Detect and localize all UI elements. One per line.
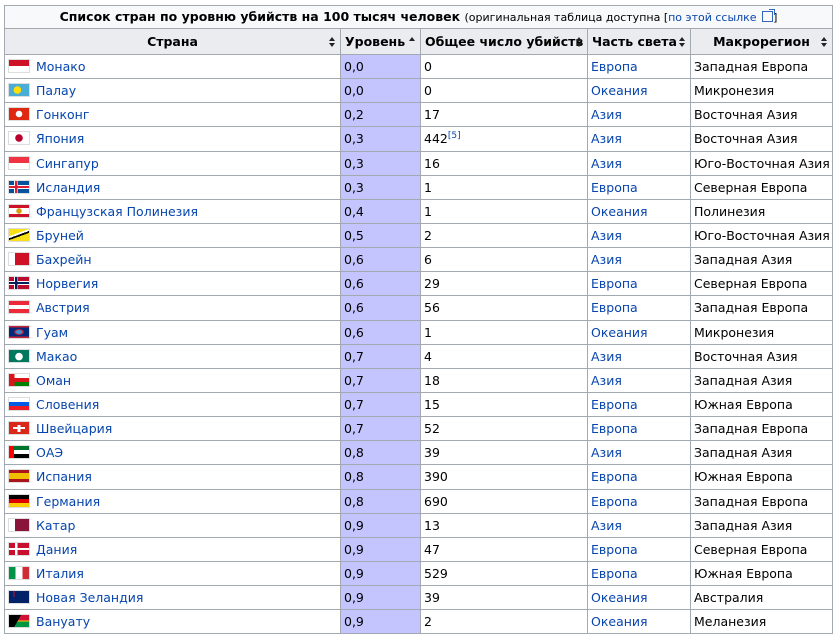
continent-link[interactable]: Океания bbox=[591, 203, 648, 219]
total-value: 6 bbox=[424, 252, 432, 268]
table-row bbox=[5, 103, 833, 127]
flag-icon bbox=[8, 469, 30, 483]
continent-cell bbox=[588, 199, 691, 223]
flag-icon bbox=[8, 349, 30, 363]
total-cell bbox=[421, 151, 588, 175]
total-cell bbox=[421, 127, 588, 151]
continent-cell bbox=[588, 175, 691, 199]
continent-link[interactable]: Азия bbox=[591, 107, 622, 123]
country-link[interactable]: Гуам bbox=[36, 324, 69, 340]
country-cell bbox=[5, 320, 341, 344]
country-cell bbox=[5, 199, 341, 223]
table-body bbox=[5, 55, 833, 634]
continent-link[interactable]: Европа bbox=[591, 469, 638, 485]
region-cell: Северная Европа bbox=[691, 537, 833, 561]
total-value: 2 bbox=[424, 614, 432, 630]
total-cell bbox=[421, 320, 588, 344]
total-value: 16 bbox=[424, 155, 440, 171]
continent-link[interactable]: Европа bbox=[591, 179, 638, 195]
continent-link[interactable]: Европа bbox=[591, 300, 638, 316]
country-link[interactable]: Исландия bbox=[36, 179, 101, 195]
region-cell: Западная Европа bbox=[691, 417, 833, 441]
caption-note-prefix: (оригинальная таблица доступна [ bbox=[464, 11, 669, 24]
country-cell bbox=[5, 368, 341, 392]
country-cell bbox=[5, 55, 341, 79]
level-cell: 0,6 bbox=[341, 296, 421, 320]
country-link[interactable]: Гонконг bbox=[36, 107, 90, 123]
murder-rate-table bbox=[4, 5, 833, 634]
table-row bbox=[5, 248, 833, 272]
level-cell: 0,9 bbox=[341, 610, 421, 634]
level-cell: 0,8 bbox=[341, 465, 421, 489]
level-cell: 0,5 bbox=[341, 223, 421, 247]
continent-link[interactable]: Европа bbox=[591, 541, 638, 557]
country-link[interactable]: Словения bbox=[36, 397, 100, 413]
continent-link[interactable]: Океания bbox=[591, 614, 648, 630]
country-cell bbox=[5, 103, 341, 127]
country-cell bbox=[5, 513, 341, 537]
level-cell: 0,8 bbox=[341, 441, 421, 465]
table-row bbox=[5, 561, 833, 585]
region-cell: Южная Европа bbox=[691, 392, 833, 416]
continent-cell bbox=[588, 610, 691, 634]
table-row bbox=[5, 513, 833, 537]
table-row bbox=[5, 151, 833, 175]
flag-icon bbox=[8, 494, 30, 508]
total-cell bbox=[421, 55, 588, 79]
level-cell: 0,0 bbox=[341, 55, 421, 79]
continent-link[interactable]: Океания bbox=[591, 83, 648, 99]
level-cell: 0,7 bbox=[341, 417, 421, 441]
flag-icon bbox=[8, 156, 30, 170]
total-value: 2 bbox=[424, 228, 432, 244]
total-value: 39 bbox=[424, 445, 440, 461]
region-cell: Восточная Азия bbox=[691, 344, 833, 368]
continent-link[interactable]: Азия bbox=[591, 517, 622, 533]
table-row bbox=[5, 537, 833, 561]
region-cell: Западная Европа bbox=[691, 296, 833, 320]
continent-link[interactable]: Европа bbox=[591, 493, 638, 509]
country-cell bbox=[5, 417, 341, 441]
total-value: 390 bbox=[424, 469, 448, 485]
table-row bbox=[5, 296, 833, 320]
continent-cell bbox=[588, 368, 691, 392]
country-cell bbox=[5, 79, 341, 103]
region-cell: Полинезия bbox=[691, 199, 833, 223]
sort-ascending-icon[interactable] bbox=[409, 37, 415, 47]
table-row bbox=[5, 223, 833, 247]
sort-icon[interactable] bbox=[576, 37, 582, 47]
column-header-region[interactable] bbox=[691, 29, 833, 55]
continent-link[interactable]: Океания bbox=[591, 324, 648, 340]
region-cell: Западная Азия bbox=[691, 368, 833, 392]
flag-icon bbox=[8, 252, 30, 266]
continent-link[interactable]: Азия bbox=[591, 131, 622, 147]
flag-icon bbox=[8, 373, 30, 387]
region-cell: Западная Европа bbox=[691, 489, 833, 513]
table-row bbox=[5, 392, 833, 416]
reference-link[interactable]: [5] bbox=[447, 131, 461, 142]
region-cell: Микронезия bbox=[691, 320, 833, 344]
caption-title: Список стран по уровню убийств на 100 тысяч человек bbox=[59, 9, 461, 24]
level-cell: 0,3 bbox=[341, 175, 421, 199]
level-cell: 0,7 bbox=[341, 392, 421, 416]
total-value: 1 bbox=[424, 203, 432, 219]
flag-icon bbox=[8, 566, 30, 580]
total-cell bbox=[421, 441, 588, 465]
header-row bbox=[5, 29, 833, 55]
continent-link[interactable]: Европа bbox=[591, 276, 638, 292]
region-cell: Меланезия bbox=[691, 610, 833, 634]
column-header-country[interactable] bbox=[5, 29, 341, 55]
continent-cell bbox=[588, 320, 691, 344]
total-cell bbox=[421, 344, 588, 368]
level-cell: 0,6 bbox=[341, 272, 421, 296]
region-cell: Южная Европа bbox=[691, 465, 833, 489]
column-header-total[interactable] bbox=[421, 29, 588, 55]
level-cell: 0,3 bbox=[341, 127, 421, 151]
caption-note-suffix: ] bbox=[773, 11, 778, 24]
flag-icon bbox=[8, 107, 30, 121]
flag-icon bbox=[8, 590, 30, 604]
continent-link[interactable]: Азия bbox=[591, 155, 622, 171]
total-cell bbox=[421, 296, 588, 320]
continent-cell bbox=[588, 223, 691, 247]
flag-icon bbox=[8, 614, 30, 628]
continent-cell bbox=[588, 513, 691, 537]
region-cell: Юго-Восточная Азия bbox=[691, 151, 833, 175]
column-header-label: Часть света bbox=[592, 34, 677, 49]
continent-cell bbox=[588, 127, 691, 151]
continent-link[interactable]: Европа bbox=[591, 421, 638, 437]
region-cell: Микронезия bbox=[691, 79, 833, 103]
country-link[interactable]: Палау bbox=[36, 83, 77, 99]
total-cell bbox=[421, 103, 588, 127]
total-value: 13 bbox=[424, 517, 440, 533]
country-link[interactable]: Испания bbox=[36, 469, 92, 485]
country-cell bbox=[5, 223, 341, 247]
level-cell: 0,4 bbox=[341, 199, 421, 223]
level-cell: 0,6 bbox=[341, 248, 421, 272]
table-row bbox=[5, 55, 833, 79]
level-cell: 0,7 bbox=[341, 368, 421, 392]
total-cell bbox=[421, 368, 588, 392]
total-cell bbox=[421, 417, 588, 441]
country-cell bbox=[5, 272, 341, 296]
level-cell: 0,2 bbox=[341, 103, 421, 127]
country-link[interactable]: Германия bbox=[36, 493, 101, 509]
region-cell: Восточная Азия bbox=[691, 127, 833, 151]
country-cell bbox=[5, 296, 341, 320]
country-link[interactable]: Макао bbox=[36, 348, 78, 364]
table-row bbox=[5, 127, 833, 151]
region-cell: Австралия bbox=[691, 586, 833, 610]
flag-icon bbox=[8, 325, 30, 339]
country-cell bbox=[5, 175, 341, 199]
level-cell: 0,0 bbox=[341, 79, 421, 103]
flag-icon bbox=[8, 131, 30, 145]
country-link[interactable]: Австрия bbox=[36, 300, 90, 316]
total-cell bbox=[421, 513, 588, 537]
country-cell bbox=[5, 151, 341, 175]
country-cell bbox=[5, 392, 341, 416]
total-value: 4 bbox=[424, 348, 432, 364]
external-link-icon bbox=[762, 11, 773, 22]
total-value: 1 bbox=[424, 324, 432, 340]
continent-cell bbox=[588, 586, 691, 610]
table-row bbox=[5, 441, 833, 465]
flag-icon bbox=[8, 421, 30, 435]
total-cell bbox=[421, 223, 588, 247]
country-cell bbox=[5, 248, 341, 272]
region-cell: Южная Европа bbox=[691, 561, 833, 585]
total-cell bbox=[421, 489, 588, 513]
region-cell: Восточная Азия bbox=[691, 103, 833, 127]
country-link[interactable]: Новая Зеландия bbox=[36, 590, 144, 606]
column-header-label: Страна bbox=[147, 34, 198, 49]
country-cell bbox=[5, 537, 341, 561]
continent-link[interactable]: Европа bbox=[591, 59, 638, 75]
total-value: 1 bbox=[424, 179, 432, 195]
continent-link[interactable]: Азия bbox=[591, 252, 622, 268]
total-value: 18 bbox=[424, 372, 440, 388]
total-cell bbox=[421, 272, 588, 296]
country-link[interactable]: Дания bbox=[36, 541, 78, 557]
continent-link[interactable]: Европа bbox=[591, 566, 638, 582]
level-cell: 0,8 bbox=[341, 489, 421, 513]
total-value: 47 bbox=[424, 541, 440, 557]
column-header-level[interactable] bbox=[341, 29, 421, 55]
country-link[interactable]: ОАЭ bbox=[36, 445, 64, 461]
total-cell bbox=[421, 465, 588, 489]
column-header-label: Макрорегион bbox=[713, 34, 810, 49]
continent-link[interactable]: Азия bbox=[591, 348, 622, 364]
continent-cell bbox=[588, 537, 691, 561]
continent-cell bbox=[588, 465, 691, 489]
table-row bbox=[5, 199, 833, 223]
table-row bbox=[5, 610, 833, 634]
level-cell: 0,3 bbox=[341, 151, 421, 175]
total-cell bbox=[421, 79, 588, 103]
total-value: 52 bbox=[424, 421, 440, 437]
country-link[interactable]: Сингапур bbox=[36, 155, 99, 171]
continent-cell bbox=[588, 248, 691, 272]
level-cell: 0,9 bbox=[341, 561, 421, 585]
level-cell: 0,9 bbox=[341, 513, 421, 537]
continent-cell bbox=[588, 489, 691, 513]
column-header-label: Общее число убийств bbox=[425, 34, 584, 49]
region-cell: Юго-Восточная Азия bbox=[691, 223, 833, 247]
table-row bbox=[5, 368, 833, 392]
sort-icon[interactable] bbox=[679, 37, 685, 47]
country-cell bbox=[5, 465, 341, 489]
table-row bbox=[5, 272, 833, 296]
total-value: 29 bbox=[424, 276, 440, 292]
country-link[interactable]: Италия bbox=[36, 566, 84, 582]
country-cell bbox=[5, 586, 341, 610]
total-cell bbox=[421, 586, 588, 610]
flag-icon bbox=[8, 300, 30, 314]
column-header-continent[interactable] bbox=[588, 29, 691, 55]
flag-icon bbox=[8, 518, 30, 532]
total-value: 529 bbox=[424, 566, 448, 582]
country-cell bbox=[5, 561, 341, 585]
country-link[interactable]: Бахрейн bbox=[36, 252, 92, 268]
flag-icon bbox=[8, 59, 30, 73]
region-cell: Северная Европа bbox=[691, 175, 833, 199]
region-cell: Западная Азия bbox=[691, 513, 833, 537]
continent-cell bbox=[588, 561, 691, 585]
continent-cell bbox=[588, 344, 691, 368]
country-link[interactable]: Япония bbox=[36, 131, 85, 147]
sort-icon[interactable] bbox=[821, 37, 827, 47]
source-link[interactable]: по этой ссылке bbox=[668, 11, 757, 24]
region-cell: Северная Европа bbox=[691, 272, 833, 296]
region-cell: Западная Азия bbox=[691, 441, 833, 465]
flag-icon bbox=[8, 228, 30, 242]
continent-link[interactable]: Океания bbox=[591, 590, 648, 606]
flag-icon bbox=[8, 180, 30, 194]
caption-note bbox=[464, 11, 777, 24]
total-value: 15 bbox=[424, 397, 440, 413]
flag-icon bbox=[8, 397, 30, 411]
total-cell bbox=[421, 175, 588, 199]
total-cell bbox=[421, 610, 588, 634]
country-cell bbox=[5, 489, 341, 513]
table-row bbox=[5, 489, 833, 513]
level-cell: 0,9 bbox=[341, 537, 421, 561]
country-cell bbox=[5, 127, 341, 151]
total-value: 56 bbox=[424, 300, 440, 316]
total-value: 0 bbox=[424, 83, 432, 99]
region-cell: Западная Азия bbox=[691, 248, 833, 272]
total-value: 17 bbox=[424, 107, 440, 123]
country-link[interactable]: Вануату bbox=[36, 614, 91, 630]
flag-icon bbox=[8, 276, 30, 290]
country-cell bbox=[5, 610, 341, 634]
continent-link[interactable]: Европа bbox=[591, 397, 638, 413]
table-row bbox=[5, 344, 833, 368]
total-value: 442 bbox=[424, 131, 448, 147]
total-value: 690 bbox=[424, 493, 448, 509]
continent-cell bbox=[588, 441, 691, 465]
continent-link[interactable]: Азия bbox=[591, 228, 622, 244]
flag-icon bbox=[8, 204, 30, 218]
table-row bbox=[5, 465, 833, 489]
country-link[interactable]: Монако bbox=[36, 59, 86, 75]
total-value: 39 bbox=[424, 590, 440, 606]
level-cell: 0,6 bbox=[341, 320, 421, 344]
level-cell: 0,9 bbox=[341, 586, 421, 610]
flag-icon bbox=[8, 445, 30, 459]
country-link[interactable]: Норвегия bbox=[36, 276, 99, 292]
total-cell bbox=[421, 248, 588, 272]
continent-cell bbox=[588, 103, 691, 127]
table-row bbox=[5, 586, 833, 610]
table-caption bbox=[4, 5, 833, 28]
table-row bbox=[5, 320, 833, 344]
country-link[interactable]: Швейцария bbox=[36, 421, 113, 437]
total-value: 0 bbox=[424, 59, 432, 75]
sort-icon[interactable] bbox=[329, 37, 335, 47]
column-header-label: Уровень bbox=[345, 34, 406, 49]
table-row bbox=[5, 175, 833, 199]
region-cell: Западная Европа bbox=[691, 55, 833, 79]
total-cell bbox=[421, 561, 588, 585]
continent-cell bbox=[588, 417, 691, 441]
country-link[interactable]: Оман bbox=[36, 372, 72, 388]
flag-icon bbox=[8, 83, 30, 97]
country-link[interactable]: Французская Полинезия bbox=[36, 203, 198, 219]
continent-link[interactable]: Азия bbox=[591, 372, 622, 388]
continent-cell bbox=[588, 79, 691, 103]
continent-cell bbox=[588, 296, 691, 320]
continent-cell bbox=[588, 272, 691, 296]
table-row bbox=[5, 417, 833, 441]
level-cell: 0,7 bbox=[341, 344, 421, 368]
total-cell bbox=[421, 537, 588, 561]
total-cell bbox=[421, 199, 588, 223]
total-cell bbox=[421, 392, 588, 416]
country-link[interactable]: Бруней bbox=[36, 228, 84, 244]
continent-link[interactable]: Азия bbox=[591, 445, 622, 461]
continent-cell bbox=[588, 151, 691, 175]
table-row bbox=[5, 79, 833, 103]
country-cell bbox=[5, 344, 341, 368]
country-link[interactable]: Катар bbox=[36, 517, 76, 533]
country-cell bbox=[5, 441, 341, 465]
flag-icon bbox=[8, 542, 30, 556]
continent-cell bbox=[588, 392, 691, 416]
continent-cell bbox=[588, 55, 691, 79]
